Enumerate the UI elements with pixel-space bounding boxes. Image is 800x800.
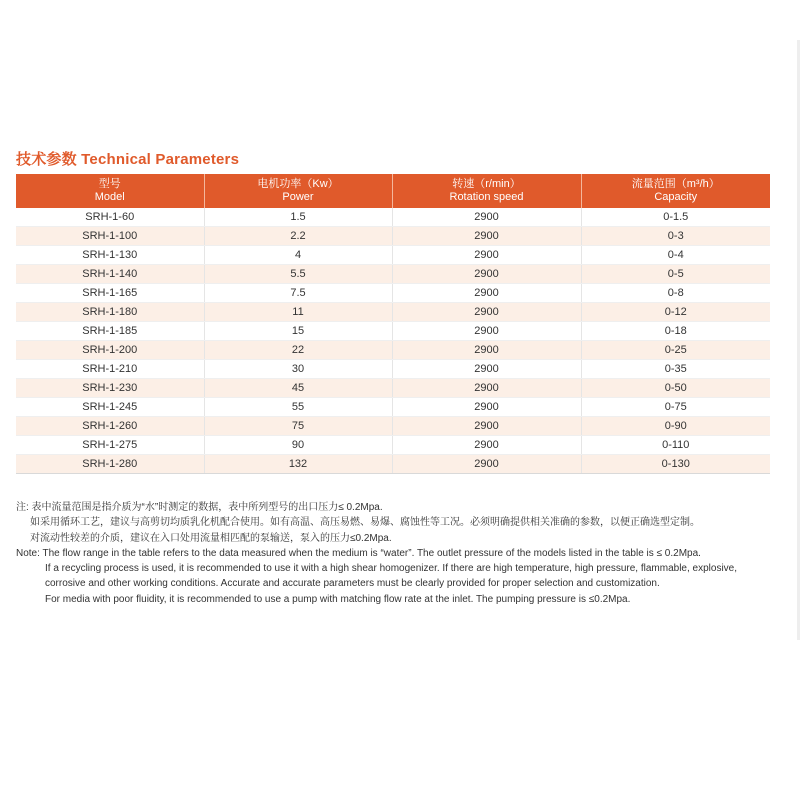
parameters-table [16, 174, 770, 474]
note-zh-2: 如采用循环工艺，建议与高剪切均质乳化机配合使用。如有高温、高压易燃、易爆、腐蚀性等工况。必须明确提供相关准确的参数，以便正确选型定制。 [30, 517, 700, 529]
cell-speed: 2900 [392, 417, 581, 436]
note-en-3: corrosive and other working conditions. Accurate and accurate parameters must be clearly provided for proper selection and customization. [45, 578, 660, 590]
table-header-row [16, 174, 770, 208]
cell-model: SRH-1-230 [16, 379, 204, 398]
cell-speed: 2900 [392, 379, 581, 398]
table-row [16, 322, 770, 341]
cell-model: SRH-1-130 [16, 246, 204, 265]
cell-model: SRH-1-210 [16, 360, 204, 379]
cell-model: SRH-1-165 [16, 284, 204, 303]
table-row [16, 284, 770, 303]
cell-power: 5.5 [204, 265, 392, 284]
table-row [16, 417, 770, 436]
cell-speed: 2900 [392, 455, 581, 474]
table-row [16, 246, 770, 265]
cell-power: 45 [204, 379, 392, 398]
cell-power: 15 [204, 322, 392, 341]
cell-model: SRH-1-100 [16, 227, 204, 246]
cell-model: SRH-1-185 [16, 322, 204, 341]
table-row [16, 227, 770, 246]
cell-capacity: 0-8 [581, 284, 770, 303]
cell-model: SRH-1-245 [16, 398, 204, 417]
table-row [16, 208, 770, 227]
table-row [16, 265, 770, 284]
header-model: 型号 Model [16, 174, 204, 208]
cell-capacity: 0-35 [581, 360, 770, 379]
cell-speed: 2900 [392, 284, 581, 303]
cell-speed: 2900 [392, 360, 581, 379]
cell-power: 11 [204, 303, 392, 322]
cell-capacity: 0-90 [581, 417, 770, 436]
cell-speed: 2900 [392, 303, 581, 322]
cell-capacity: 0-25 [581, 341, 770, 360]
cell-capacity: 0-4 [581, 246, 770, 265]
cell-capacity: 0-75 [581, 398, 770, 417]
cell-model: SRH-1-275 [16, 436, 204, 455]
note-en-4: For media with poor fluidity, it is recommended to use a pump with matching flow rate at the inlet. The pumping pressure is ≤0.2Mpa. [45, 593, 631, 605]
cell-power: 22 [204, 341, 392, 360]
cell-model: SRH-1-140 [16, 265, 204, 284]
cell-model: SRH-1-280 [16, 455, 204, 474]
note-zh-3: 对流动性较差的介质，建议在入口处用流量相匹配的泵输送，泵入的压力≤0.2Mpa. [30, 532, 392, 544]
cell-speed: 2900 [392, 227, 581, 246]
cell-power: 75 [204, 417, 392, 436]
cell-capacity: 0-50 [581, 379, 770, 398]
cell-speed: 2900 [392, 265, 581, 284]
cell-power: 2.2 [204, 227, 392, 246]
cell-speed: 2900 [392, 341, 581, 360]
cell-speed: 2900 [392, 322, 581, 341]
cell-speed: 2900 [392, 398, 581, 417]
cell-power: 55 [204, 398, 392, 417]
cell-speed: 2900 [392, 246, 581, 265]
header-rotation-speed: 转速（r/min） Rotation speed [392, 174, 581, 208]
cell-power: 1.5 [204, 208, 392, 227]
note-en-1: Note: The flow range in the table refers to the data measured when the medium is “water”. The outlet pressure of the models listed in the table is ≤ 0.2Mpa. [16, 547, 701, 559]
cell-power: 30 [204, 360, 392, 379]
cell-model: SRH-1-180 [16, 303, 204, 322]
cell-capacity: 0-12 [581, 303, 770, 322]
header-power: 电机功率（Kw） Power [204, 174, 392, 208]
cell-model: SRH-1-200 [16, 341, 204, 360]
cell-capacity: 0-130 [581, 455, 770, 474]
cell-power: 7.5 [204, 284, 392, 303]
cell-power: 90 [204, 436, 392, 455]
cell-capacity: 0-3 [581, 227, 770, 246]
table-row [16, 436, 770, 455]
cell-capacity: 0-18 [581, 322, 770, 341]
cell-power: 4 [204, 246, 392, 265]
cell-capacity: 0-110 [581, 436, 770, 455]
cell-model: SRH-1-260 [16, 417, 204, 436]
table-body [16, 208, 770, 474]
cell-speed: 2900 [392, 208, 581, 227]
cell-speed: 2900 [392, 436, 581, 455]
header-capacity: 流量范围（m³/h） Capacity [581, 174, 770, 208]
table-row [16, 455, 770, 474]
page-title: 技术参数 Technical Parameters [16, 151, 240, 168]
note-en-2: If a recycling process is used, it is recommended to use it with a high shear homogenizer. If there are high temperature, high pressure, flammable, explosive, [45, 563, 738, 575]
table-row [16, 379, 770, 398]
notes-section [16, 500, 786, 607]
table-row [16, 341, 770, 360]
table-row [16, 360, 770, 379]
cell-capacity: 0-5 [581, 265, 770, 284]
note-zh-1: 注: 表中流量范围是指介质为“水”时测定的数据，表中所列型号的出口压力≤ 0.2Mpa. [16, 502, 383, 513]
table-row [16, 398, 770, 417]
table-row [16, 303, 770, 322]
cell-power: 132 [204, 455, 392, 474]
cell-capacity: 0-1.5 [581, 208, 770, 227]
cell-model: SRH-1-60 [16, 208, 204, 227]
